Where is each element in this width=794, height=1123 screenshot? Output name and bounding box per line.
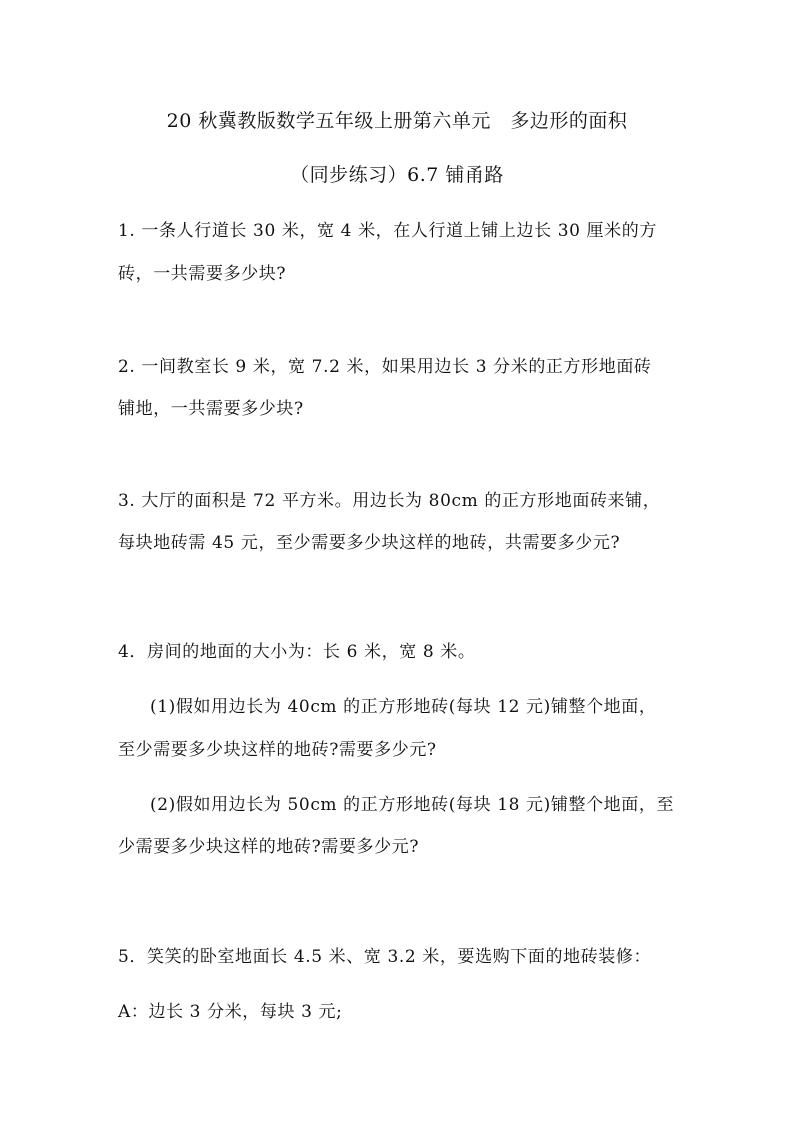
question-4-part-2-line-1: (2)假如用边长为 50cm 的正方形地砖(每块 18 元)铺整个地面，至 [150, 795, 675, 815]
title-line-2: （同步练习）6.7 铺甬路 [290, 164, 504, 186]
question-2-line-1: 2. 一间教室长 9 米，宽 7.2 米，如果用边长 3 分米的正方形地面砖 [118, 357, 652, 377]
question-4-line-1: 4．房间的地面的大小为：长 6 米，宽 8 米。 [118, 642, 476, 662]
question-3-line-2: 每块地砖需 45 元，至少需要多少块这样的地砖，共需要多少元? [118, 533, 621, 553]
question-1-line-1: 1. 一条人行道长 30 米，宽 4 米，在人行道上铺上边长 30 厘米的方 [118, 221, 657, 241]
question-5-line-1: 5．笑笑的卧室地面长 4.5 米、宽 3.2 米，要选购下面的地砖装修： [118, 947, 652, 967]
question-4-part-2-line-2: 少需要多少块这样的地砖?需要多少元? [118, 837, 420, 857]
question-3-line-1: 3. 大厅的面积是 72 平方米。用边长为 80cm 的正方形地面砖来铺， [118, 491, 661, 511]
question-5-option-a: A：边长 3 分米，每块 3 元; [118, 1002, 343, 1022]
question-4-part-1-line-1: (1)假如用边长为 40cm 的正方形地砖(每块 12 元)铺整个地面， [150, 697, 657, 717]
question-2-line-2: 铺地，一共需要多少块? [118, 399, 304, 419]
title-line-1: 20 秋冀教版数学五年级上册第六单元 多边形的面积 [166, 110, 628, 132]
question-4-part-1-line-2: 至少需要多少块这样的地砖?需要多少元? [118, 740, 437, 760]
question-1-line-2: 砖，一共需要多少块? [118, 264, 287, 284]
